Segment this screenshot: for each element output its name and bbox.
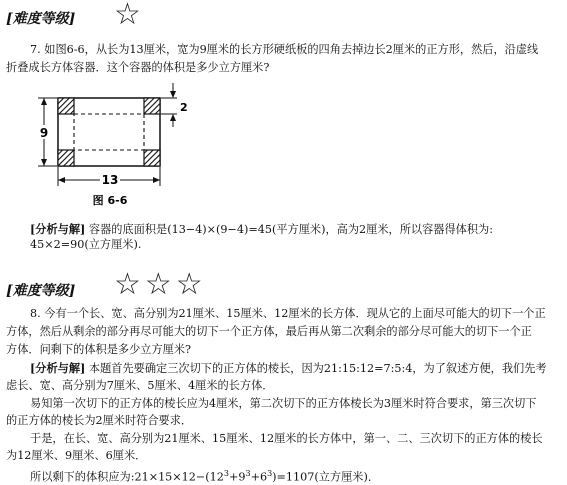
final-expression-suffix: )=1107(立方厘米)． [272, 470, 380, 484]
solution-8-line-2: 虑长、宽、高分别为7厘米、5厘米、4厘米的长方体． [6, 379, 274, 392]
exponent: 3 [223, 469, 229, 478]
solution-8-line-1 [30, 361, 547, 376]
problem-text: 如图6-6，从长为13厘米，宽为9厘米的长方形硬纸板的四角去掉边长2厘米的正方形，然后，沿虚线 [44, 43, 539, 56]
star-rating-icon: ☆☆☆ [114, 267, 207, 302]
final-expression-term: +6 [250, 470, 268, 484]
final-expression-term: +9 [228, 470, 246, 484]
solution-8-line-6: 为12厘米、9厘米、6厘米． [6, 449, 147, 462]
corner-square-bottom-right [144, 150, 160, 166]
difficulty-label: [难度等级] [6, 11, 76, 27]
difficulty-label: [难度等级] [6, 283, 76, 299]
dimension-label-width: 9 [39, 126, 49, 140]
final-expression-prefix: 所以剩下的体积应为:21×15×12−(12 [30, 470, 224, 484]
problem-number: 8. [30, 307, 41, 320]
solution-8-final [30, 467, 379, 485]
exponent: 3 [245, 469, 251, 478]
star-rating-icon: ☆ [114, 0, 145, 32]
dimension-label-corner: 2 [180, 101, 188, 114]
problem-text: 今有一个长、宽、高分别为21厘米、15厘米、12厘米的长方体．现从它的上面尽可能大的切下一个正 [44, 307, 546, 320]
fold-line [74, 114, 144, 150]
solution-tag: [分析与解] [30, 361, 86, 375]
solution-8-line-4: 的正方体的棱长为2厘米时符合要求． [6, 414, 193, 427]
solution-text: 容器的底面积是(13−4)×(9−4)=45(平方厘米)，高为2厘米，所以容器得体积为: [85, 223, 493, 236]
exponent: 3 [267, 469, 273, 478]
problem-8-line-1 [30, 307, 546, 321]
solution-8-line-3: 易知第一次切下的正方体的棱长应为4厘米，第二次切下的正方体棱长为3厘米时符合要求，第三次切下 [30, 397, 537, 410]
problem-8-line-3: 方体．问剩下的体积是多少立方厘米? [6, 343, 191, 356]
solution-8-line-5: 于是，在长、宽、高分别为21厘米、15厘米、12厘米的长方体中，第一、二、三次切下的正方体的棱长 [30, 432, 543, 445]
solution-7-line-2: 45×2=90(立方厘米). [30, 238, 142, 251]
corner-square-bottom-left [58, 150, 74, 166]
solution-tag: [分析与解] [30, 222, 86, 236]
figure-caption: 图 6-6 [92, 194, 128, 207]
solution-text: 本题首先要确定三次切下的正方体的棱长，因为21:15:12=7:5:4，为了叙述方便，我们先考 [85, 362, 547, 375]
corner-square-top-right [144, 98, 160, 114]
problem-7-line-1 [30, 43, 538, 57]
figure-6-6 [30, 80, 200, 210]
solution-7-line-1 [30, 222, 493, 237]
problem-8-line-2: 方体，然后从剩余的部分再尽可能大的切下一个正方体，最后再从第二次剩余的部分尽可能大的切下一个正 [6, 325, 532, 338]
dimension-label-length: 13 [101, 173, 119, 187]
problem-number: 7. [30, 43, 41, 56]
problem-7-line-2: 折叠成长方体容器．这个容器的体积是多少立方厘米? [6, 61, 270, 74]
corner-square-top-left [58, 98, 74, 114]
